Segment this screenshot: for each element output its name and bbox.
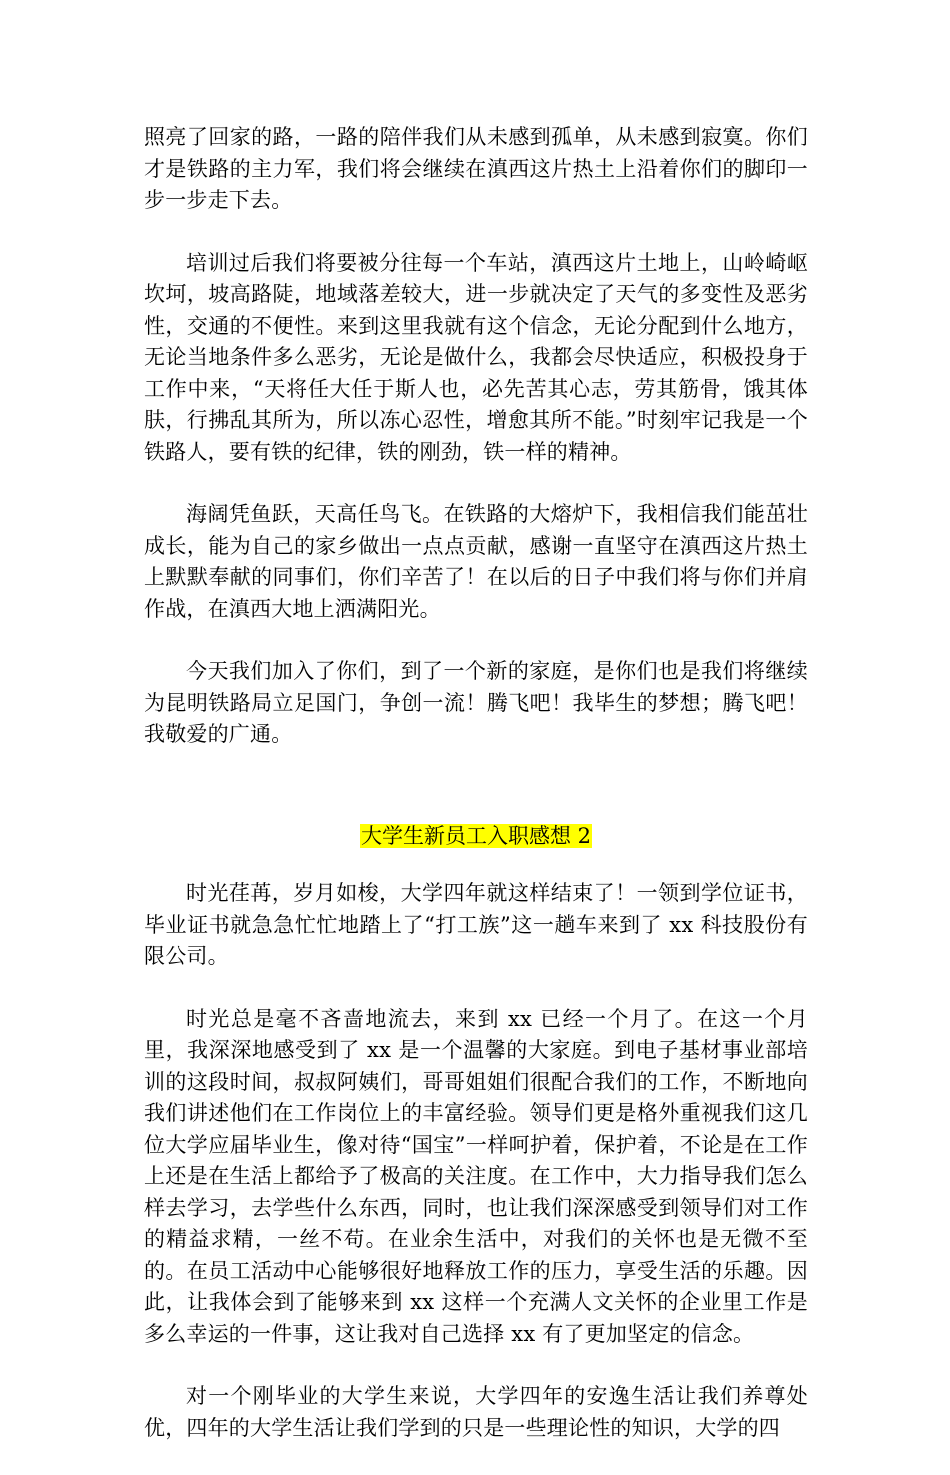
document-body: [144, 122, 808, 1475]
paragraph: 对一个刚毕业的大学生来说，大学四年的安逸生活让我们养尊处优，四年的大学生活让我们学到的只是一些理论性的知识，大学的四: [144, 1384, 808, 1440]
paragraph: 照亮了回家的路，一路的陪伴我们从未感到孤单，从未感到寂寞。你们才是铁路的主力军，我们将会继续在滇西这片热土上沿着你们的脚印一步一步走下去。: [144, 125, 808, 212]
paragraph: 今天我们加入了你们，到了一个新的家庭，是你们也是我们将继续为昆明铁路局立足国门，争创一流！腾飞吧！我毕生的梦想；腾飞吧！我敬爱的广通。: [144, 659, 808, 746]
paragraph: 时光荏苒，岁月如梭，大学四年就这样结束了！一领到学位证书，毕业证书就急急忙忙地踏上了“打工族”这一趟车来到了 xx 科技股份有限公司。: [144, 881, 808, 968]
paragraph: 时光总是毫不吝啬地流去，来到 xx 已经一个月了。在这一个月里，我深深地感受到了 xx 是一个温馨的大家庭。到电子基材事业部培训的这段时间，叔叔阿姨们，哥哥姐姐们很配合我们的工作，不断地向我们讲述他们在工作岗位上的丰富经验。领导们更是格外重视我们这几位大学应届毕业生，像对待“国宝”一样呵护着，保护着，不论是在工作上还是在生活上都给予了极高的关注度。在工作中，大力指导我们怎么样去学习，去学些什么东西，同时，也让我们深深感受到领导们对工作的精益求精，一丝不苟。在业余生活中，对我们的关怀也是无微不至的。在员工活动中心能够很好地释放工作的压力，享受生活的乐趣。因此，让我体会到了能够来到 xx 这样一个充满人文关怀的企业里工作是多么幸运的一件事，这让我对自己选择 xx 有了更加坚定的信念。: [144, 1006, 808, 1346]
section-heading-wrap: [144, 821, 808, 853]
paragraph: 培训过后我们将要被分往每一个车站，滇西这片土地上，山岭崎岖坎坷，坡高路陡，地域落差较大，进一步就决定了天气的多变性及恶劣性，交通的不便性。来到这里我就有这个信念，无论分配到什么地方，无论当地条件多么恶劣，无论是做什么，我都会尽快适应，积极投身于工作中来，“天将任大任于斯人也，必先苦其心志，劳其筋骨，饿其体肤，行拂乱其所为，所以冻心忍性，增愈其所不能。”时刻牢记我是一个铁路人，要有铁的纪律，铁的刚劲，铁一样的精神。: [144, 250, 808, 464]
paragraph: 海阔凭鱼跃，天高任鸟飞。在铁路的大熔炉下，我相信我们能茁壮成长，能为自己的家乡做出一点点贡献，感谢一直坚守在滇西这片热土上默默奉献的同事们，你们辛苦了！在以后的日子中我们将与你们并肩作战，在滇西大地上洒满阳光。: [144, 502, 808, 621]
section-heading: 大学生新员工入职感想 2: [360, 823, 592, 848]
